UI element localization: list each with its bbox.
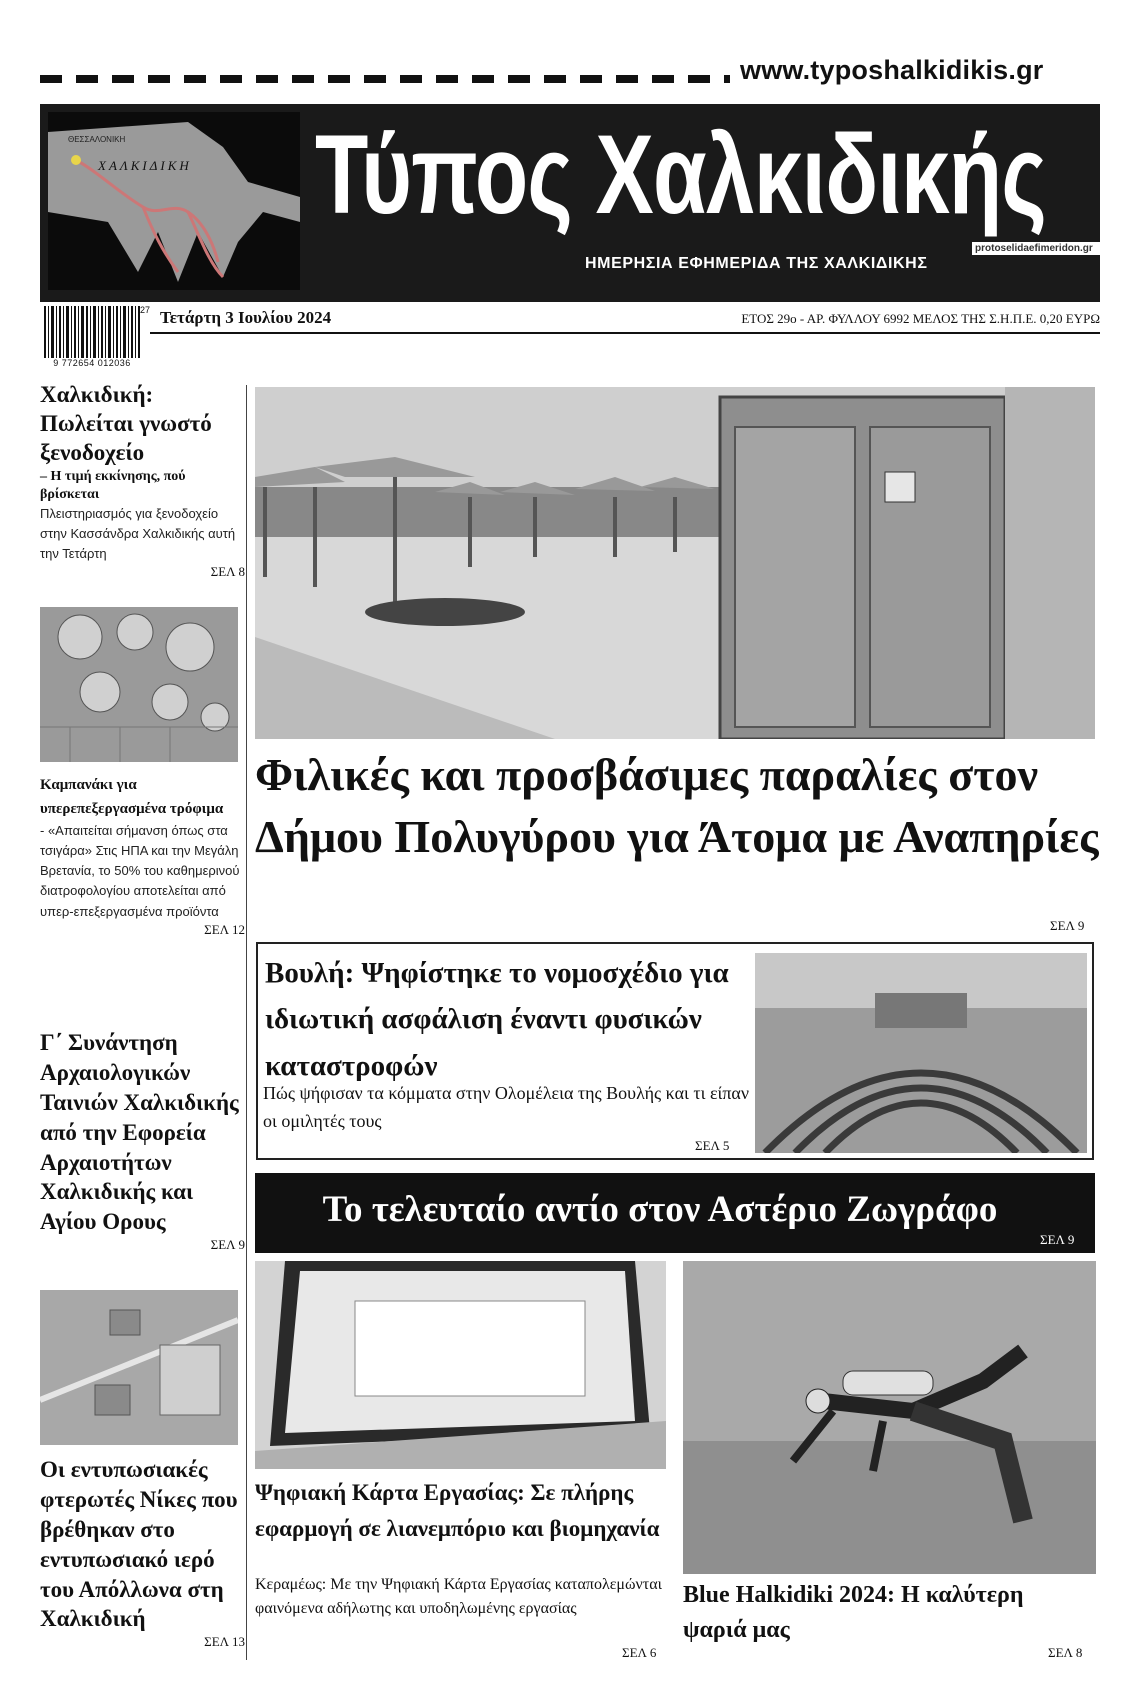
left-story-title: Χαλκιδική: Πωλείται γνωστό ξενοδοχείο bbox=[40, 382, 212, 466]
site-url[interactable]: www.typoshalkidikis.gr bbox=[740, 55, 1044, 85]
diver-photo bbox=[683, 1261, 1096, 1574]
map-label-region: ΧΑΛΚΙΔΙΚΗ bbox=[98, 158, 192, 173]
left-story-nikes[interactable] bbox=[40, 1455, 245, 1650]
map-label-city: ΘΕΣΣΑΛΟΝΙΚΗ bbox=[68, 135, 126, 144]
barcode-addon: 27 bbox=[140, 305, 151, 315]
page-ref: ΣΕΛ 9 bbox=[210, 1237, 245, 1253]
left-story-body: - «Απαιτείται σήμανση όπως στα τσιγάρα» Στις ΗΠΑ και την Μεγάλη Βρετανία, το 50% του καθημερινού διατροφολογίου αποτελείται από υπερ-επεξεργασμένα προϊόντα bbox=[40, 823, 240, 919]
left-story-subtitle: – Η τιμή εκκίνησης, πού βρίσκεται bbox=[40, 468, 186, 502]
tablet-photo bbox=[255, 1261, 666, 1469]
main-page-ref: ΣΕΛ 9 bbox=[1050, 918, 1085, 933]
page-ref: ΣΕΛ 12 bbox=[204, 921, 245, 937]
left-story-title: Οι εντυπωσιακές φτερωτές Νίκες που βρέθηκαν στο εντυπωσιακό ιερό του Απόλλωνα στη Χαλκιδική bbox=[40, 1457, 238, 1632]
beach-photo bbox=[255, 387, 1095, 739]
page-ref: ΣΕΛ 13 bbox=[204, 1634, 245, 1650]
issue-info: ΕΤΟΣ 29ο - ΑΡ. ΦΥΛΛΟΥ 6992 ΜΕΛΟΣ ΤΗΣ Σ.Η.Π.Ε. 0,20 ΕΥΡΩ bbox=[741, 311, 1100, 326]
blue-halkidiki-page-ref: ΣΕΛ 8 bbox=[1048, 1645, 1083, 1660]
column-divider bbox=[246, 385, 247, 1660]
blue-halkidiki-headline[interactable]: Blue Halkidiki 2024: Η καλύτερη ψαριά μας bbox=[683, 1582, 1024, 1643]
halkidiki-map-image bbox=[48, 112, 300, 290]
work-card-deck: Κεραμέως: Με την Ψηφιακή Κάρτα Εργασίας καταπολεμώνται φαινόμενα αδήλωτης και υποδηλωμένης εργασίας bbox=[255, 1576, 662, 1617]
food-photo bbox=[40, 607, 238, 762]
parliament-page-ref: ΣΕΛ 5 bbox=[695, 1138, 730, 1153]
obituary-headline[interactable]: Το τελευταίο αντίο στον Αστέριο Ζωγράφο bbox=[322, 1189, 998, 1230]
parliament-photo bbox=[755, 953, 1087, 1153]
issue-date: Τετάρτη 3 Ιουλίου 2024 bbox=[160, 308, 332, 327]
newspaper-title: Τύπος Χαλκιδικής bbox=[315, 112, 1047, 237]
left-story-body: Πλειστηριασμός για ξενοδοχείο στην Κασσάνδρα Χαλκιδικής αυτή την Τετάρτη bbox=[40, 505, 236, 562]
left-story-archaeology[interactable] bbox=[40, 1028, 245, 1253]
parliament-deck: Πώς ψήφισαν τα κόμματα στην Ολομέλεια της Βουλής και τι είπαν οι ομιλητές τους bbox=[263, 1083, 749, 1131]
newspaper-subtitle: ΗΜΕΡΗΣΙΑ ΕΦΗΜΕΡΙΔΑ ΤΗΣ ΧΑΛΚΙΔΙΚΗΣ bbox=[585, 255, 928, 272]
aerial-photo bbox=[40, 1290, 238, 1445]
work-card-page-ref: ΣΕΛ 6 bbox=[622, 1645, 657, 1660]
parliament-headline[interactable]: Βουλή: Ψηφίστηκε το νομοσχέδιο για ιδιωτική ασφάλιση έναντι φυσικών καταστροφών bbox=[265, 957, 729, 1082]
left-story-title: Γ΄ Συνάντηση Αρχαιολογικών Ταινιών Χαλκιδικής από την Εφορεία Αρχαιοτήτων Χαλκιδικής και Αγίου Ορους bbox=[40, 1030, 239, 1235]
barcode-number: 9 772654 012036 bbox=[53, 358, 131, 368]
work-card-headline[interactable]: Ψηφιακή Κάρτα Εργασίας: Σε πλήρης εφαρμογή σε λιανεμπόριο και βιομηχανία bbox=[255, 1480, 660, 1541]
left-story-title: Καμπανάκι για υπερεπεξεργασμένα τρόφιμα bbox=[40, 777, 224, 817]
date-rule bbox=[150, 332, 1100, 334]
obituary-page-ref: ΣΕΛ 9 bbox=[1040, 1232, 1075, 1247]
top-dashed-rule bbox=[40, 75, 730, 83]
left-story-food[interactable] bbox=[40, 773, 245, 938]
main-headline[interactable]: Φιλικές και προσβάσιμες παραλίες στον Δήμου Πολυγύρου για Άτομα με Αναπηρίες bbox=[255, 749, 1099, 863]
barcode bbox=[44, 306, 140, 358]
left-story-hotel[interactable] bbox=[40, 380, 245, 580]
watermark: protoselidaefimeridon.gr bbox=[972, 242, 1128, 255]
page-ref: ΣΕΛ 8 bbox=[210, 564, 245, 580]
